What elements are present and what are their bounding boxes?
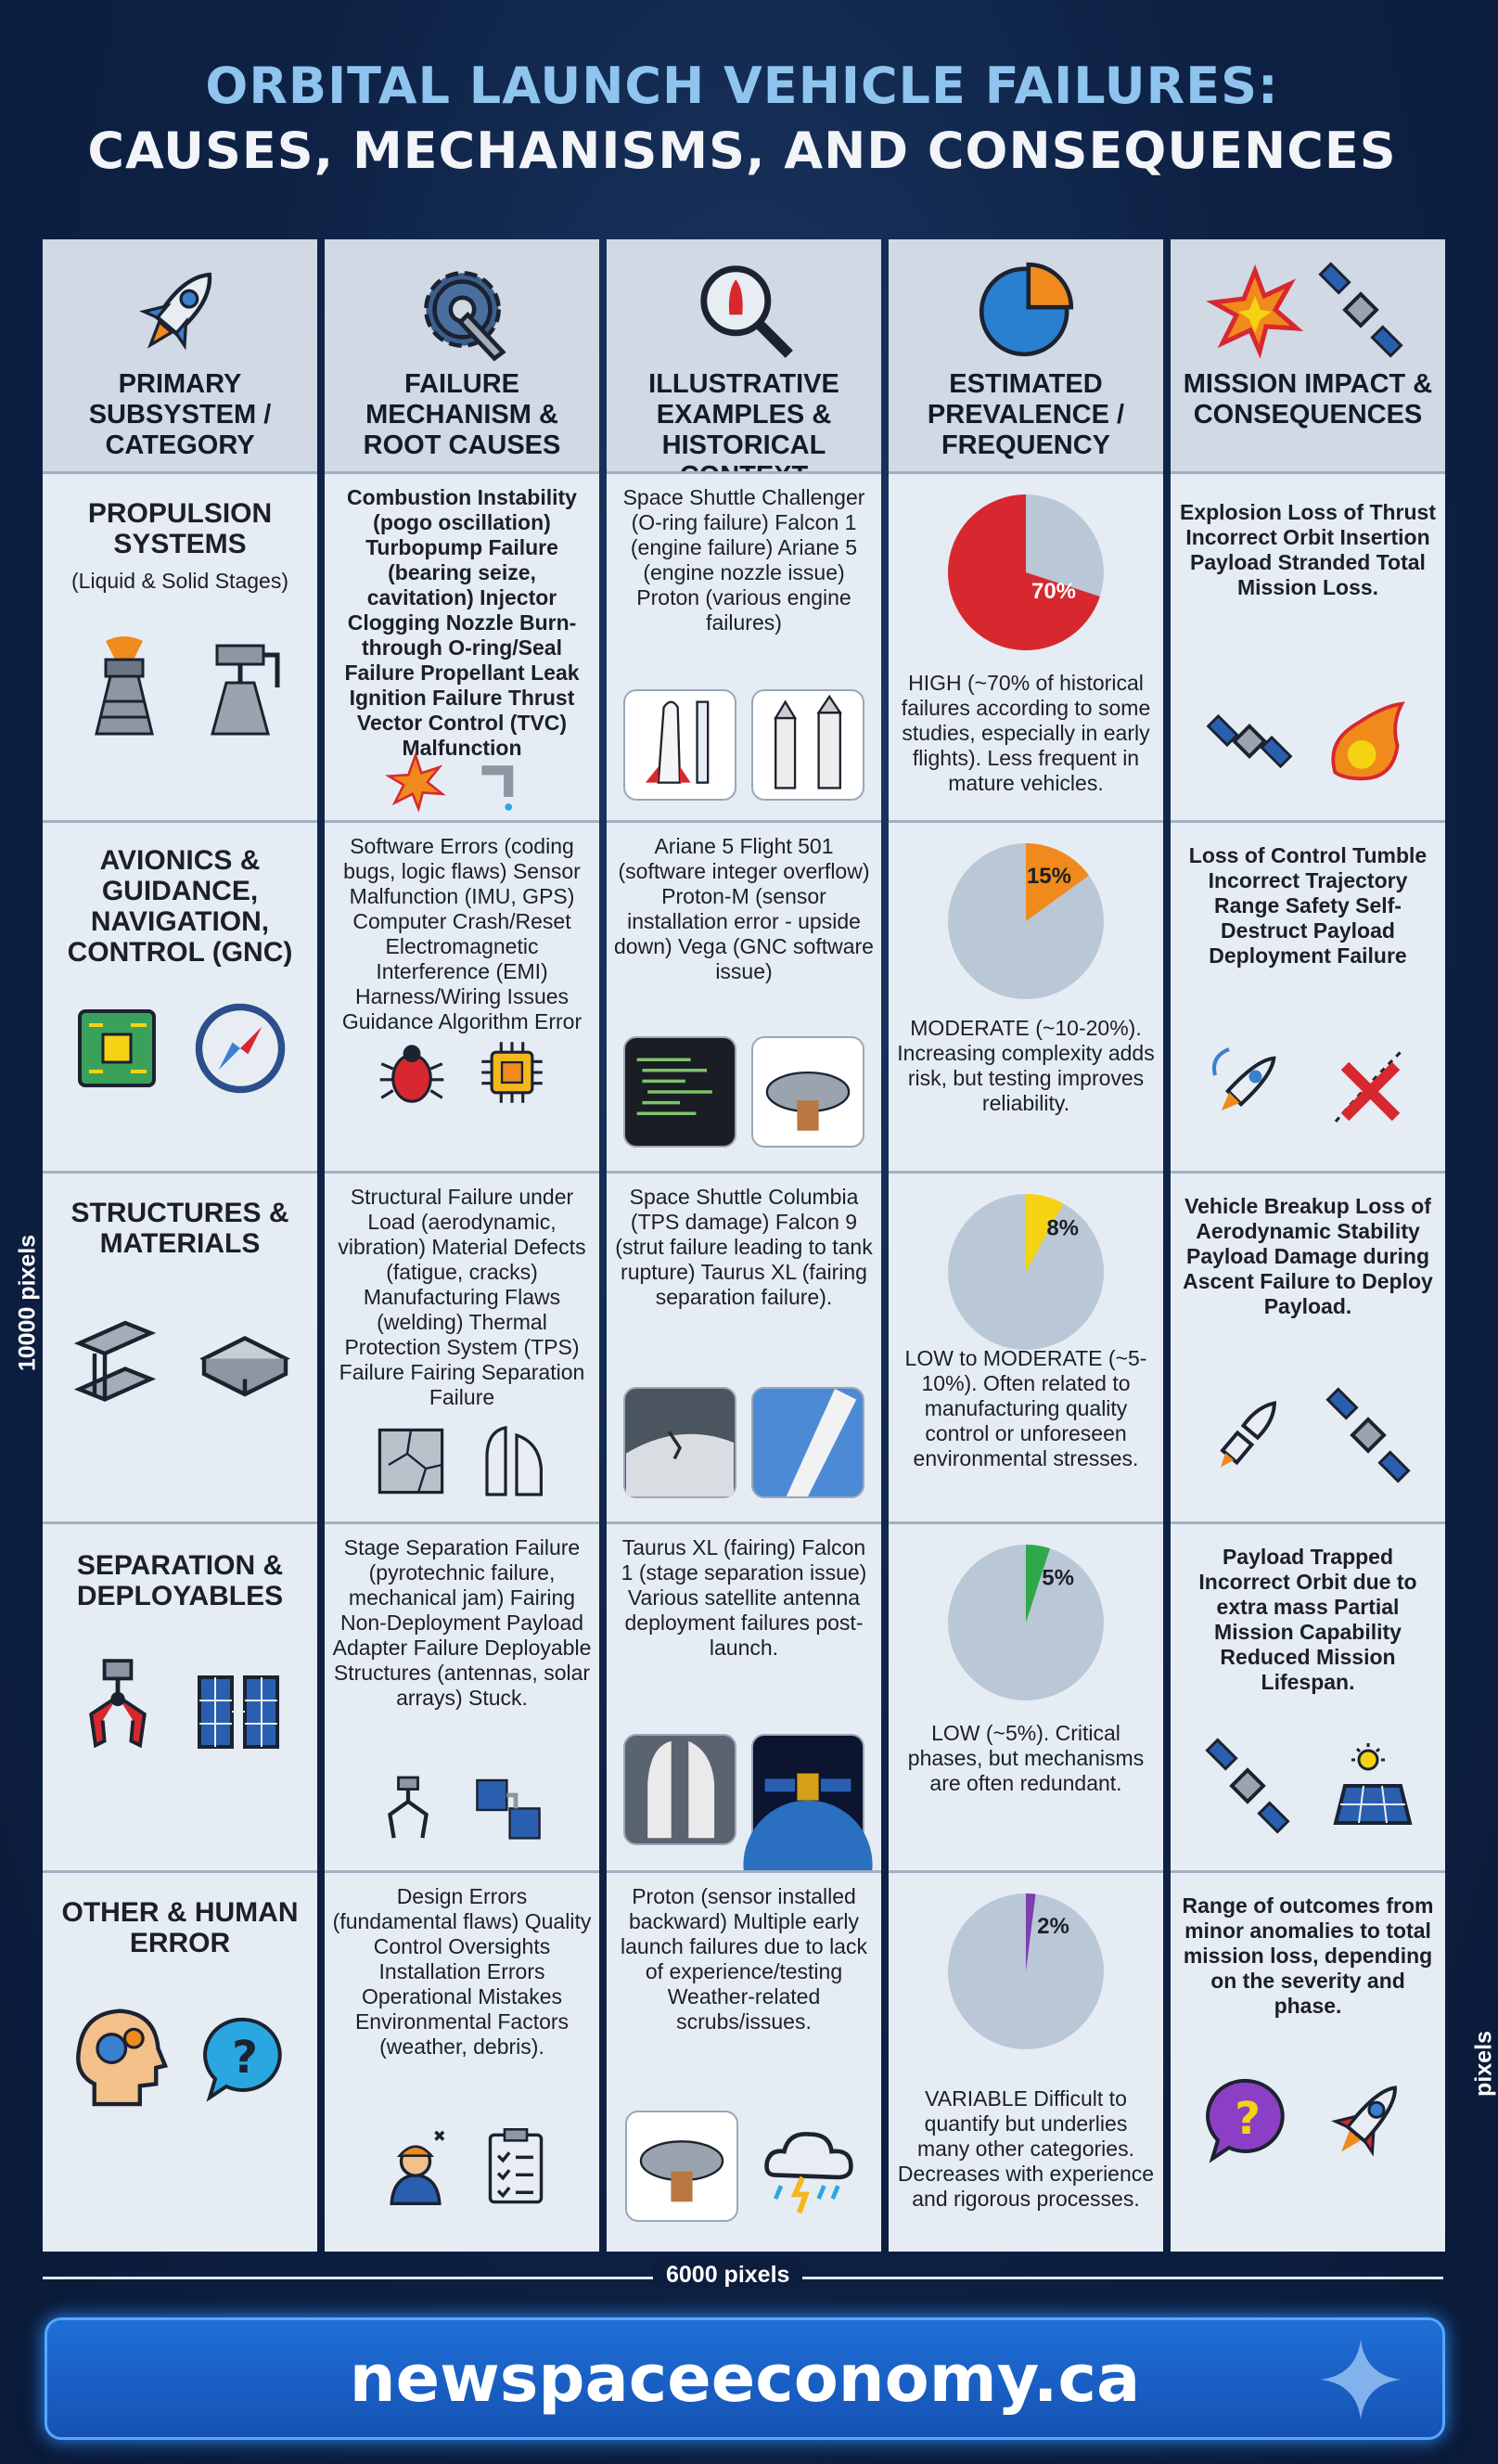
explosion-satellite-icon	[1171, 256, 1445, 363]
column-mechanism	[325, 239, 599, 2249]
row-propulsion	[1171, 471, 1445, 823]
width-dimension-label: 6000 pixels	[653, 2262, 802, 2289]
example-text: Space Shuttle Challenger (O-ring failure) Falcon 1 (engine failure) Ariane 5 (engine nozzle issue) Proton (various engine failures)	[622, 485, 865, 635]
row-other	[43, 1870, 317, 2252]
robotic-claw-icon	[73, 1654, 162, 1765]
mechanism-text: Structural Failure under Load (aerodynamic, vibration) Material Defects (fatigue, cracks) Manufacturing Flaws (welding) Thermal Protection System (TPS) Failure Fairing Separation Failure	[338, 1185, 586, 1409]
pie-percent-label: 8%	[1046, 1215, 1080, 1241]
impact-text: Vehicle Breakup Loss of Aerodynamic Stability Payload Damage during Ascent Failure to Deploy Payload.	[1183, 1194, 1433, 1318]
impact-text: Explosion Loss of Thrust Incorrect Orbit Insertion Payload Stranded Total Mission Loss.	[1179, 500, 1436, 599]
column-examples	[607, 239, 881, 2249]
prevalence-pie	[944, 1541, 1107, 1704]
breaking-rocket-icon	[1201, 1389, 1294, 1482]
checklist-icon	[483, 2125, 548, 2205]
header-label: MISSION IMPACT & CONSEQUENCES	[1183, 369, 1433, 430]
sensor-unit-photo	[751, 1036, 864, 1148]
trajectory-x-icon	[1322, 1038, 1415, 1131]
impact-text: Range of outcomes from minor anomalies to total mission loss, depending on the severity and phase.	[1182, 1893, 1434, 2018]
header-label: ILLUSTRATIVE EXAMPLES & HISTORICAL	[648, 369, 839, 460]
example-text: Proton (sensor installed backward) Multiple early launch failures due to lack of experience/testing Weather-related scrubs/issues.	[621, 1884, 867, 2034]
row-separation	[43, 1521, 317, 1873]
column-header	[607, 239, 881, 471]
row-avionics	[607, 820, 881, 1174]
pie-percent-label: 2%	[1037, 1914, 1069, 1940]
example-text: Ariane 5 Flight 501 (software integer overflow) Proton-M (sensor installation error - upside down) Vega (GNC software issue)	[614, 834, 874, 983]
satellite-icon	[1205, 697, 1294, 786]
satellite-icon	[1322, 1389, 1415, 1482]
row-separation	[607, 1521, 881, 1873]
row-propulsion	[607, 471, 881, 823]
header-label: FAILURE MECHANISM & ROOT CAUSES	[363, 369, 561, 460]
bug-icon	[376, 1036, 448, 1109]
column-header	[325, 239, 599, 471]
row-structures	[43, 1171, 317, 1524]
code-screen-photo	[623, 1036, 736, 1148]
row-other	[607, 1870, 881, 2252]
pie-chart-icon	[889, 256, 1163, 363]
column-category	[43, 239, 317, 2249]
row-other	[889, 1870, 1163, 2252]
rocket-strut-photo	[751, 1387, 864, 1498]
impact-text: Payload Trapped Incorrect Orbit due to extra mass Partial Mission Capability Reduced Mission Lifespan.	[1198, 1545, 1417, 1694]
rockets-photo	[751, 689, 864, 801]
satellite-photo	[751, 1734, 864, 1845]
prevalence-text: LOW to MODERATE (~5-10%). Often related to manufacturing quality control or unforeseen environmental stresses.	[904, 1346, 1147, 1470]
rocket-icon	[43, 256, 317, 363]
right-dimension-label: pixels	[1470, 2031, 1497, 2097]
title-line-2: CAUSES, MECHANISMS, AND CONSEQUENCES	[87, 122, 1397, 180]
leaking-pipe-icon	[473, 752, 538, 812]
broken-fairing-icon	[476, 1424, 550, 1498]
svg-text:?: ?	[232, 2032, 258, 2084]
row-other	[325, 1870, 599, 2252]
fairing-photo	[623, 1734, 736, 1845]
prevalence-pie	[944, 840, 1107, 1003]
explosion-icon	[1209, 263, 1301, 356]
page-title	[0, 54, 1484, 184]
category-name: AVIONICS & GUIDANCE, NAVIGATION, CONTROL (GNC)	[67, 845, 293, 968]
compass-icon	[191, 999, 289, 1097]
mechanism-text: Stage Separation Failure (pyrotechnic failure, mechanical jam) Fairing Non-Deployment Payload Adapter Failure Deployable Structures (antennas, solar arrays) Stuck.	[332, 1535, 592, 1710]
column-header	[43, 239, 317, 471]
tps-damage-photo	[623, 1387, 736, 1498]
impact-text: Loss of Control Tumble Incorrect Trajectory Range Safety Self-Destruct Payload Deployment Failure	[1188, 843, 1428, 968]
row-structures	[607, 1171, 881, 1524]
installed-sensor-photo	[625, 2111, 738, 2222]
storm-cloud-icon	[753, 2111, 863, 2218]
row-propulsion	[889, 471, 1163, 823]
confused-worker-icon	[376, 2124, 455, 2207]
example-text: Taurus XL (fairing) Falcon 1 (stage separation issue) Various satellite antenna deployment failures post-launch.	[621, 1535, 867, 1660]
category-name: OTHER & HUMAN ERROR	[61, 1897, 299, 1958]
question-bubble-icon	[1201, 2073, 1294, 2166]
row-propulsion	[325, 471, 599, 823]
mechanism-text: Design Errors (fundamental flaws) Quality Control Oversights Installation Errors Operational Mistakes Environmental Factors (weather, debris).	[332, 1884, 592, 2059]
row-structures	[889, 1171, 1163, 1524]
pie-percent-label: 70%	[1031, 579, 1077, 604]
category-subtitle: (Liquid & Solid Stages)	[71, 569, 288, 593]
prevalence-text: LOW (~5%). Critical phases, but mechanisms are often redundant.	[907, 1721, 1145, 1795]
engine-icon	[43, 632, 317, 743]
category-name: PROPULSION SYSTEMS	[87, 498, 273, 559]
row-separation	[889, 1521, 1163, 1873]
satellite-icon	[1314, 263, 1407, 356]
column-header	[1171, 239, 1445, 471]
header-label: ESTIMATED PREVALENCE / FREQUENCY	[927, 369, 1125, 460]
mechanism-text: Software Errors (coding bugs, logic flaws) Sensor Malfunction (IMU, GPS) Computer Crash/Reset Electromagnetic Interference (EMI) Harness/Wiring Issues Guidance Algorithm Error	[341, 834, 583, 1033]
height-dimension-label: 10000 pixels	[14, 1234, 41, 1372]
row-avionics	[1171, 820, 1445, 1174]
solar-array-icon	[190, 1663, 287, 1756]
chip-icon	[476, 1036, 548, 1109]
prevalence-text: HIGH (~70% of historical failures according to some studies, especially in early flights). Less frequent in mature vehicles.	[901, 671, 1151, 795]
space-shuttle-photo	[623, 689, 736, 801]
row-avionics	[43, 820, 317, 1174]
column-header	[889, 239, 1163, 471]
prevalence-pie	[944, 491, 1107, 654]
rocket-icon	[1322, 2073, 1415, 2166]
column-impact	[1171, 239, 1445, 2249]
claw-icon	[376, 1773, 441, 1847]
header-label: PRIMARY SUBSYSTEM / CATEGORY	[88, 369, 272, 460]
row-structures	[325, 1171, 599, 1524]
row-other	[1171, 1870, 1445, 2252]
explosion-icon	[386, 752, 445, 812]
svg-text:?: ?	[1235, 2093, 1261, 2145]
cracked-plate-icon	[374, 1424, 448, 1498]
category-name: STRUCTURES & MATERIALS	[70, 1198, 289, 1259]
pie-percent-label: 5%	[1042, 1565, 1074, 1591]
category-name: SEPARATION & DEPLOYABLES	[76, 1550, 284, 1611]
prevalence-text: MODERATE (~10-20%). Increasing complexity adds risk, but testing improves reliability.	[897, 1016, 1155, 1115]
magnifier-rocket-icon	[607, 256, 881, 363]
sun-solar-panel-icon	[1322, 1739, 1415, 1832]
row-separation	[325, 1521, 599, 1873]
sparkle-icon	[1316, 2335, 1405, 2424]
satellite-icon	[1201, 1739, 1294, 1832]
head-gears-icon	[69, 2003, 171, 2114]
question-bubble-icon	[198, 2012, 291, 2105]
broken-solar-panel-icon	[468, 1773, 548, 1847]
mechanism-text: Combustion Instability (pogo oscillation) Turbopump Failure (bearing seize, cavitation) Injector Clogging Nozzle Burn-through O-ring/Seal Failure Propellant Leak Ignition Failure Thrust Vector Control (TVC) Malfunction	[344, 485, 580, 760]
row-structures	[1171, 1171, 1445, 1524]
row-propulsion	[43, 471, 317, 823]
tumbling-rocket-icon	[1201, 1038, 1294, 1131]
row-avionics	[325, 820, 599, 1174]
column-prevalence	[889, 239, 1163, 2249]
prevalence-pie	[944, 1190, 1107, 1354]
prevalence-text: VARIABLE Difficult to quantify but underlies many other categories. Decreases with experience and rigorous processes.	[897, 2086, 1155, 2211]
metal-plate-icon	[194, 1313, 296, 1415]
pipe-engine-icon	[198, 632, 282, 743]
prevalence-pie	[944, 1890, 1107, 2053]
circuit-board-icon	[70, 1002, 163, 1095]
gear-wrench-icon	[325, 256, 599, 363]
pie-percent-label: 15%	[1026, 863, 1071, 889]
example-text: Space Shuttle Columbia (TPS damage) Falcon 9 (strut failure leading to tank rupture) Taurus XL (fairing separation failure).	[615, 1185, 873, 1309]
website-url[interactable]: newspaceeconomy.ca	[349, 2341, 1141, 2417]
fireball-icon	[1322, 697, 1411, 786]
title-line-1: ORBITAL LAUNCH VEHICLE FAILURES:	[205, 57, 1279, 115]
footer-banner[interactable]	[45, 2317, 1445, 2440]
row-separation	[1171, 1521, 1445, 1873]
row-avionics	[889, 820, 1163, 1174]
steel-beam-icon	[64, 1313, 166, 1415]
